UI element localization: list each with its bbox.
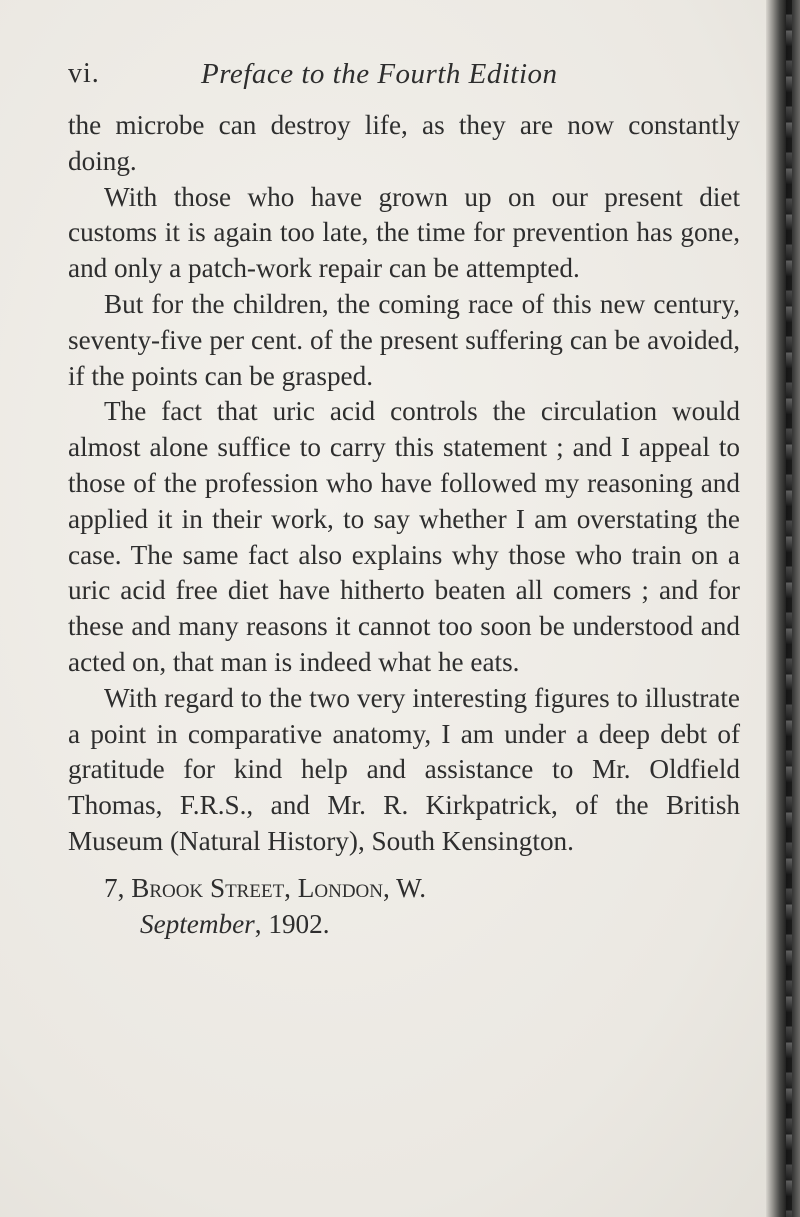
running-title: Preface to the Fourth Edition xyxy=(201,58,558,90)
page-edge-shadow xyxy=(766,0,800,1217)
paragraph: The fact that uric acid controls the circulation would almost alone suffice to carry this statement ; and I appeal to those of the profession who have followed my reasoning and applied it in their work, to say whether I am overstating the case. The same fact also explains why those who train on a uric acid free diet have hitherto beaten all comers ; and for these and many reasons it cannot too soon be understood and acted on, that man is indeed what he eats. xyxy=(68,396,740,677)
signoff xyxy=(104,870,426,942)
signoff-address: 7, Brook Street, London, W. xyxy=(104,873,427,903)
paragraph-continuation: the microbe can destroy life, as they are now constantly doing. xyxy=(68,110,740,176)
signoff-year: , 1902. xyxy=(254,909,330,939)
page-edge-streak xyxy=(786,0,792,1217)
paragraph: But for the children, the coming race of this new century, seventy-five per cent. of the present suffering can be avoided, if the points can be grasped. xyxy=(68,288,740,391)
signoff-month: September xyxy=(140,909,255,939)
page-number: vi. xyxy=(68,58,100,89)
paragraph: With those who have grown up on our present diet customs it is again too late, the time for prevention has gone, and only a patch-work repair can be attempted. xyxy=(68,181,740,284)
signoff-date xyxy=(104,906,426,942)
page-header xyxy=(68,58,758,98)
body-text xyxy=(68,108,740,860)
paragraph: With regard to the two very interesting figures to illustrate a point in comparative anatomy, I am under a deep debt of gratitude for kind help and assistance to Mr. Oldfield Thomas, F.R.S., and Mr. R. Kirkpatrick, of the British Museum (Natural History), South Kensington. xyxy=(68,682,740,856)
